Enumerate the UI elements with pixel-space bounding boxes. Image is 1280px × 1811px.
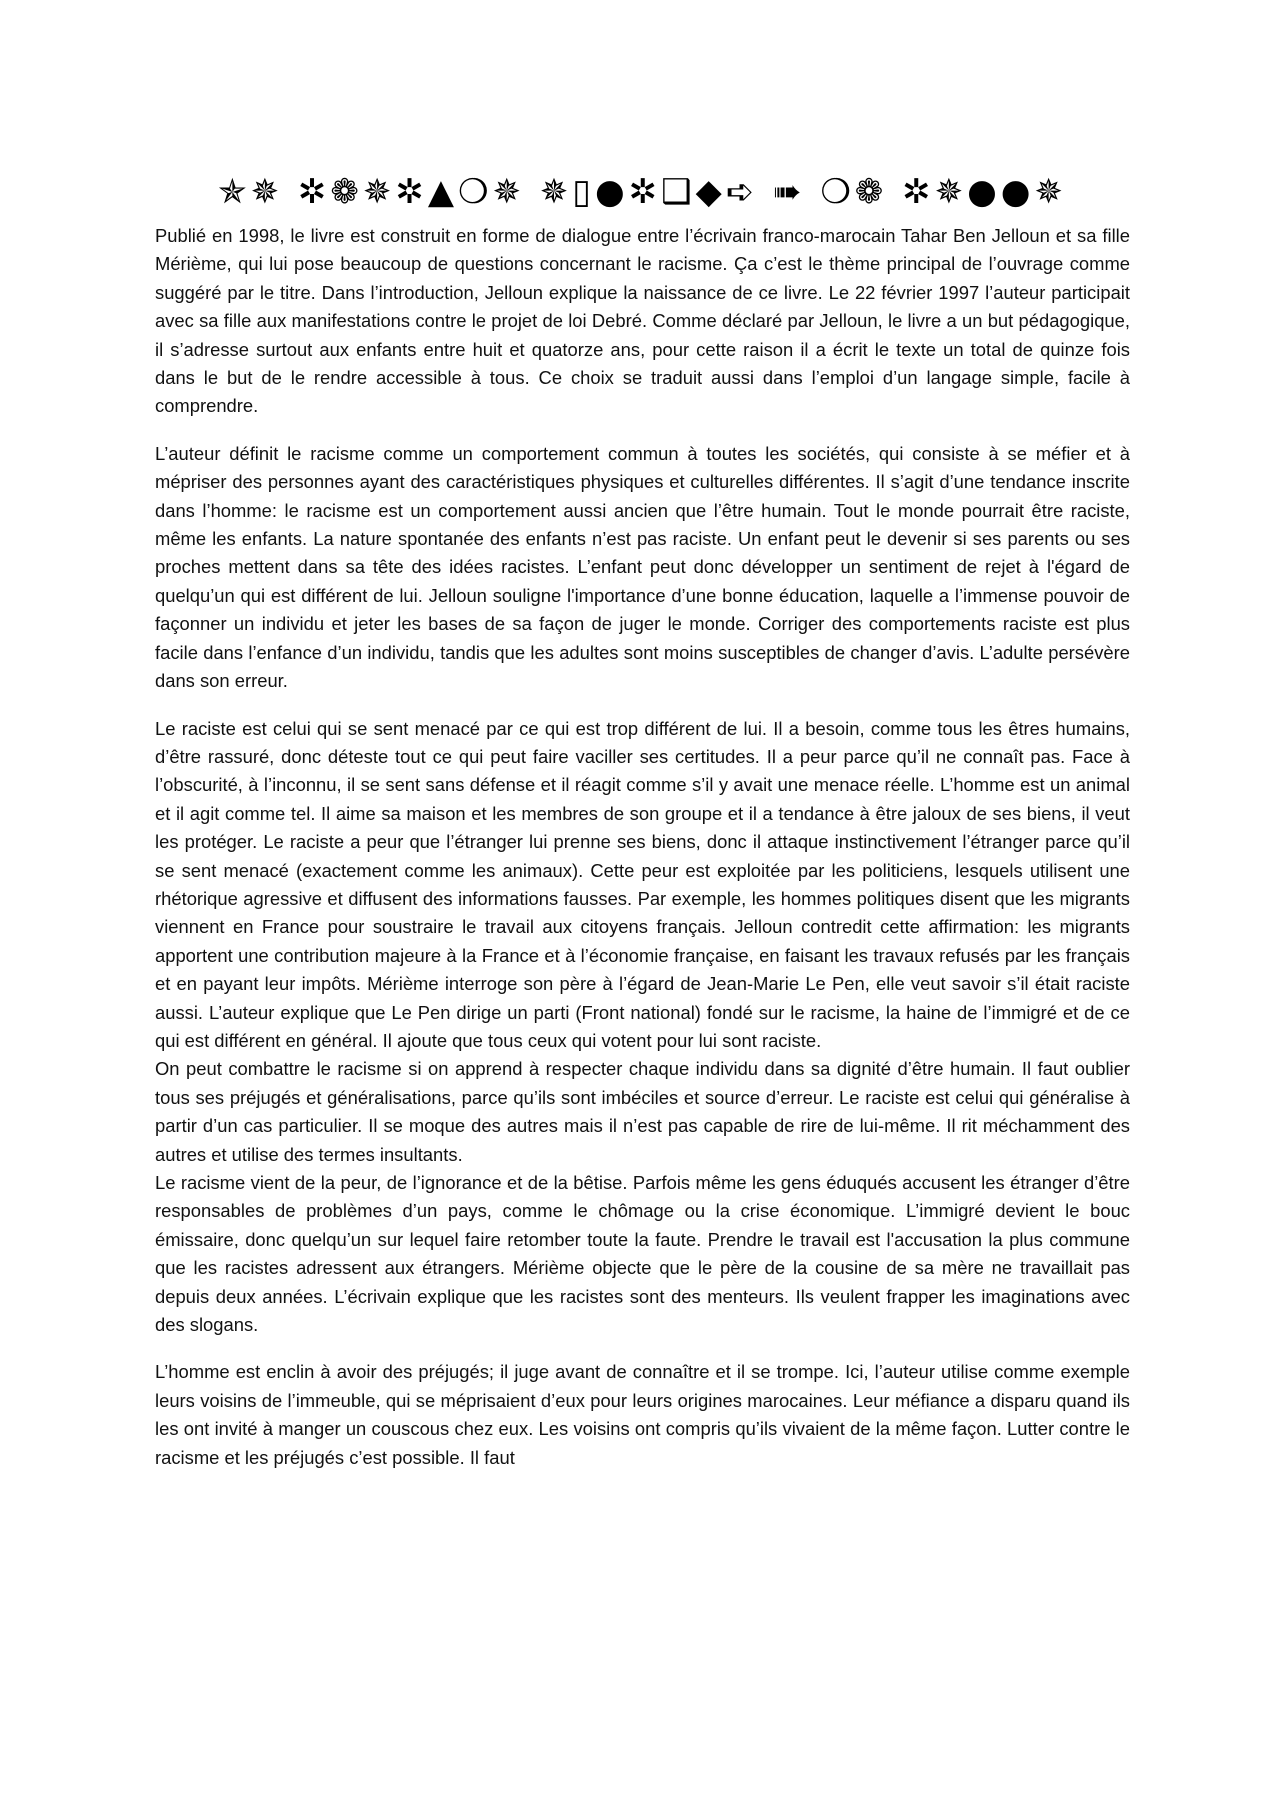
paragraph-prejudice: L’homme est enclin à avoir des préjugés; il juge avant de connaître et il se trompe. Ici, l’auteur utilise comme exemple leurs voisins de l’immeuble, qui se méprisaient d’eux pour leurs origines marocaines. Leur méfiance a disparu quand ils les ont invité à manger un couscous chez eux. Les voisins ont compris qu’ils vivaient de la même façon. Lutter contre le racisme et les préjugés c’est possible. Il faut [155,1361,1130,1468]
document-title: ✯✵ ✲❁✵✲▲❍✵ ✵▯●✲❑◆➪ ➠ ❍❁ ✲✵●●✵ [218,172,1067,212]
paragraph-combat: On peut combattre le racisme si on apprend à respecter chaque individu dans sa dignité d’être humain. Il faut oublier tous ses préjugés et généralisations, parce qu’ils sont imbéciles et source d’erreur. Le raciste est celui qui généralise à partir d’un cas particulier. Il se moque des autres mais il n’est pas capable de rire de lui-même. Il rit méchamment des autres et utilise des termes insultants. [155,1058,1130,1165]
paragraph-introduction: Publié en 1998, le livre est construit en forme de dialogue entre l’écrivain franco-marocain Tahar Ben Jelloun et sa fille Mérième, qui lui pose beaucoup de questions concernant le racisme. Ça c’est le thème principal de l’ouvrage comme suggéré par le titre. Dans l’introduction, Jelloun explique la naissance de ce livre. Le 22 février 1997 l’auteur participait avec sa fille aux manifestations contre le projet de loi Debré. Comme déclaré par Jelloun, le livre a un but pédagogique, il s’adresse surtout aux enfants entre huit et quatorze ans, pour cette raison il a écrit le texte un total de quinze fois dans le but de le rendre accessible à tous. Ce choix se traduit aussi dans l’emploi d’un langage simple, facile à comprendre. [155,225,1130,417]
document-body [155,222,1130,1472]
paragraph-fear: Le raciste est celui qui se sent menacé par ce qui est trop différent de lui. Il a besoin, comme tous les êtres humains, d’être rassuré, donc déteste tout ce qui peut faire vaciller ses certitudes. Il a peur parce qu’il ne connaît pas. Face à l’obscurité, à l’inconnu, il se sent sans défense et il réagit comme s’il y avait une menace réelle. L’homme est un animal et il agit comme tel. Il aime sa maison et les membres de son groupe et il a tendance à être jaloux de ses biens, il veut les protéger. Le raciste a peur que l’étranger lui prenne ses biens, donc il attaque instinctivement l’étranger parce qu’il se sent menacé (exactement comme les animaux). Cette peur est exploitée par les politiciens, lesquels utilisent une rhétorique agressive et diffusent des informations fausses. Par exemple, les hommes politiques disent que les migrants viennent en France pour soustraire le travail aux citoyens français. Jelloun contredit cette affirmation: les migrants apportent une contribution majeure à la France et à l’économie française, en faisant les travaux refusés par les français et en payant leur impôts. Mérième interroge son père à l’égard de Jean-Marie Le Pen, elle veut savoir s’il était raciste aussi. L’auteur explique que Le Pen dirige un parti (Front national) fondé sur le racisme, la haine de l’immigré et de ce qui est différent en général. Il ajoute que tous ceux qui votent pour lui sont raciste. [155,717,1130,1051]
paragraph-ignorance: Le racisme vient de la peur, de l’ignorance et de la bêtise. Parfois même les gens éduqués accusent les étranger d’être responsables de problèmes d’un pays, comme le chômage ou la crise économique. L’immigré devient le bouc émissaire, donc quelqu’un sur lequel faire retomber toute la faute. Prendre le travail est l'accusation la plus commune que les racistes adressent aux étrangers. Mérième objecte que le père de la cousine de sa mère ne travaillait pas depuis deux années. L’écrivain explique que les racistes sont des menteurs. Ils veulent frapper les imaginations avec des slogans. [155,1172,1130,1336]
paragraph-definition: L’auteur définit le racisme comme un comportement commun à toutes les sociétés, qui consiste à se méfier et à mépriser des personnes ayant des caractéristiques physiques et culturelles différentes. Il s’agit d’une tendance inscrite dans l’homme: le racisme est un comportement aussi ancien que l’être humain. Tout le monde pourrait être raciste, même les enfants. La nature spontanée des enfants n’est pas raciste. Un enfant peut le devenir si ses parents ou ses proches mettent dans sa tête des idées racistes. L’enfant peut donc développer un sentiment de rejet à l'égard de quelqu’un qui est différent de lui. Jelloun souligne l'importance d’une bonne éducation, laquelle a l’immense pouvoir de façonner un individu et jeter les bases de sa façon de juger le monde. Corriger des comportements raciste est plus facile dans l’enfance d’un individu, tandis que les adultes sont moins susceptibles de changer d’avis. L’adulte persévère dans son erreur. [155,442,1130,692]
